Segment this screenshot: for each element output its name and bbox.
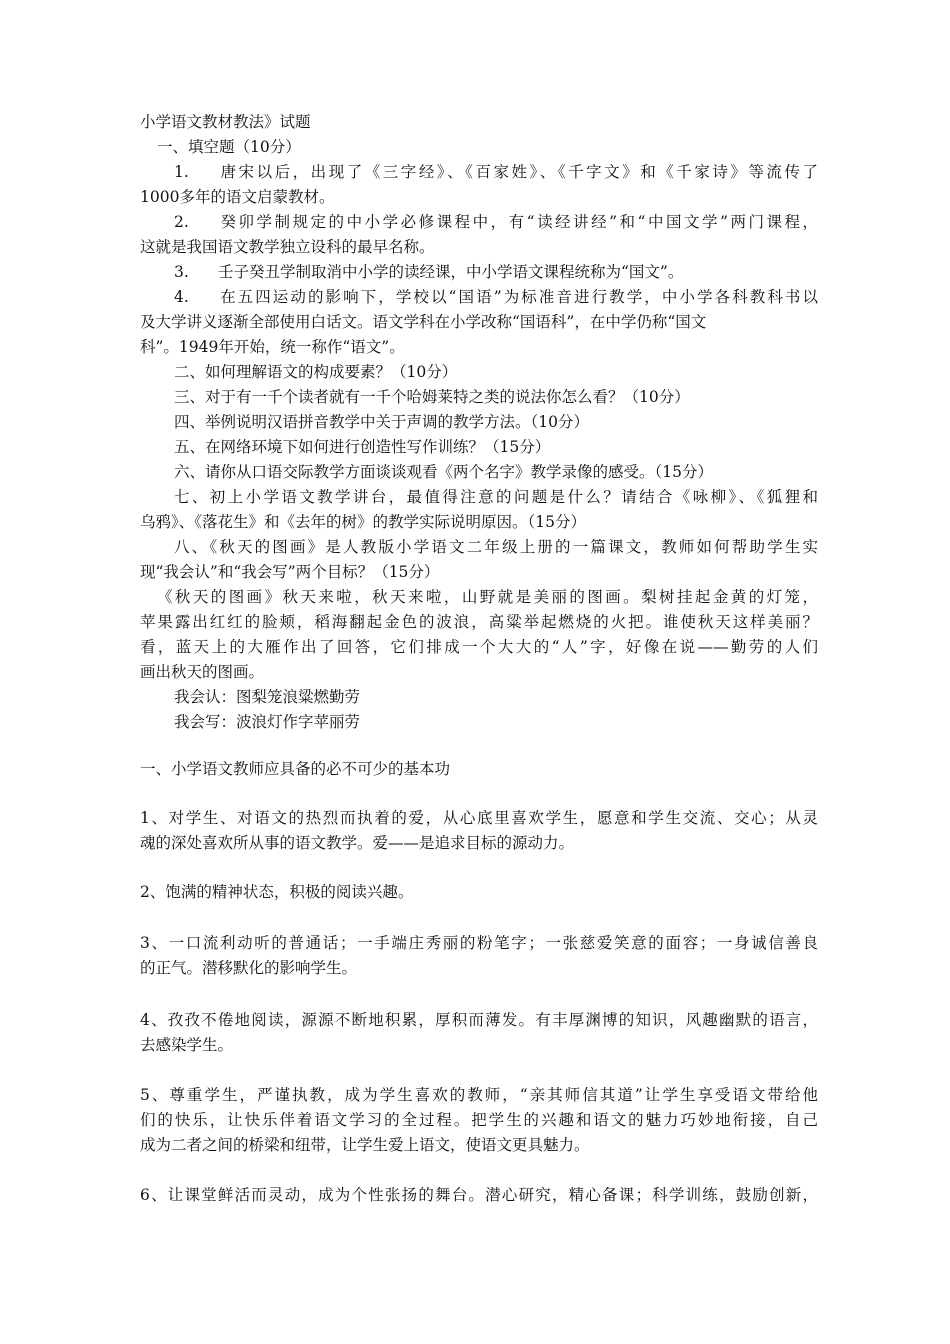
- item-text: 在五四运动的影响下，学校以“国语”为标准音进行教学，中小学各科教科书以: [218, 288, 818, 306]
- write-characters: 我会写：波浪灯作字苹丽劳: [174, 713, 361, 731]
- item-number: 3.: [174, 263, 189, 281]
- question-7: [140, 485, 818, 535]
- paragraph-3: [140, 931, 818, 981]
- paragraph-4: [140, 1008, 818, 1058]
- paragraph-line: 2、饱满的精神状态，积极的阅读兴趣。: [140, 883, 414, 901]
- item-text: 癸卯学制规定的中小学必修课程中，有“读经讲经”和“中国文学”两门课程，: [218, 213, 818, 231]
- question-3: 三、对于有一千个读者就有一千个哈姆莱特之类的说法你怎么看？（10分）: [174, 388, 690, 406]
- question-text: 七、初上小学语文教学讲台，最值得注意的问题是什么？请结合《咏柳》、《狐狸和: [174, 488, 818, 506]
- paragraph-line: 去感染学生。: [140, 1036, 234, 1054]
- section-heading: 一、小学语文教师应具备的必不可少的基本功: [140, 760, 451, 778]
- item-text: 及大学讲义逐渐全部使用白话文。语文学科在小学改称“国语科”，在中学仍称“国文: [140, 313, 707, 331]
- paragraph-line: 3、一口流利动听的普通话；一手端庄秀丽的粉笔字；一张慈爱笑意的面容；一身诚信善良: [140, 934, 818, 952]
- question-2: 二、如何理解语文的构成要素？（10分）: [174, 363, 458, 381]
- paragraph-5: [140, 1083, 818, 1158]
- item-number: 4.: [174, 288, 189, 306]
- paragraph-6: [140, 1183, 818, 1208]
- question-8: [140, 535, 818, 585]
- passage-line: 看，蓝天上的大雁作出了回答，它们排成一个大大的“人”字，好像在说——勤劳的人们: [140, 638, 818, 656]
- paragraph-line: 魂的深处喜欢所从事的语文教学。爱——是追求目标的源动力。: [140, 834, 575, 852]
- item-number: 1.: [174, 163, 189, 181]
- paragraph-2: [140, 880, 818, 905]
- fill-blank-item-4: [140, 285, 818, 360]
- question-text: 现“我会认”和“我会写”两个目标？（15分）: [140, 563, 440, 581]
- passage: [140, 585, 818, 685]
- question-4: 四、举例说明汉语拼音教学中关于声调的教学方法。（10分）: [174, 413, 589, 431]
- recognize-characters: 我会认：图梨笼浪粱燃勤劳: [174, 688, 361, 706]
- item-number: 2.: [174, 213, 189, 231]
- paragraph-line: 4、孜孜不倦地阅读，源源不断地积累，厚积而薄发。有丰厚渊博的知识，风趣幽默的语言，: [140, 1011, 818, 1029]
- paragraph-line: 们的快乐，让快乐伴着语文学习的全过程。把学生的兴趣和语文的魅力巧妙地衔接，自己: [140, 1111, 818, 1129]
- passage-line: 苹果露出红红的脸颊，稻海翻起金色的波浪，高粱举起燃烧的火把。谁使秋天这样美丽？: [140, 613, 818, 631]
- item-text: 科”。1949年开始，统一称作“语文”。: [140, 338, 405, 356]
- paragraph-line: 5、尊重学生，严谨执教，成为学生喜欢的教师，“亲其师信其道”让学生享受语文带给他: [140, 1086, 818, 1104]
- question-6: 六、请你从口语交际教学方面谈谈观看《两个名字》教学录像的感受。（15分）: [174, 463, 713, 481]
- fill-blank-item-3: [140, 260, 818, 285]
- question-text: 乌鸦》、《落花生》和《去年的树》的教学实际说明原因。（15分）: [140, 513, 586, 531]
- paragraph-1: [140, 806, 818, 856]
- fill-blank-item-2: [140, 210, 818, 260]
- paragraph-line: 1、对学生、对语文的热烈而执着的爱，从心底里喜欢学生，愿意和学生交流、交心；从灵: [140, 809, 818, 827]
- fill-blank-item-1: [140, 160, 818, 210]
- question-text: 八、《秋天的图画》是人教版小学语文二年级上册的一篇课文，教师如何帮助学生实: [174, 538, 818, 556]
- passage-line: 画出秋天的图画。: [140, 663, 265, 681]
- paragraph-line: 成为二者之间的桥梁和纽带，让学生爱上语文，使语文更具魅力。: [140, 1136, 590, 1154]
- passage-line: 《秋天的图画》秋天来啦，秋天来啦，山野就是美丽的图画。梨树挂起金黄的灯笼，: [157, 588, 818, 606]
- exam-section: [140, 110, 818, 735]
- document-title: 小学语文教材教法》试题: [140, 113, 311, 131]
- paragraph-line: 的正气。潜移默化的影响学生。: [140, 959, 358, 977]
- section-heading-basic-skills: [140, 757, 818, 782]
- question-5: 五、在网络环境下如何进行创造性写作训练？（15分）: [174, 438, 551, 456]
- item-text: 这就是我国语文教学独立设科的最早名称。: [140, 238, 435, 256]
- item-text: 壬子癸丑学制取消中小学的读经课，中小学语文课程统称为“国文”。: [218, 263, 684, 281]
- paragraph-line: 6、让课堂鲜活而灵动，成为个性张扬的舞台。潜心研究，精心备课；科学训练，鼓励创新，: [140, 1186, 818, 1204]
- item-text: 1000多年的语文启蒙教材。: [140, 188, 335, 206]
- fill-blank-heading: 一、填空题（10分）: [157, 138, 301, 156]
- item-text: 唐宋以后，出现了《三字经》、《百家姓》、《千字文》和《千家诗》等流传了: [218, 163, 818, 181]
